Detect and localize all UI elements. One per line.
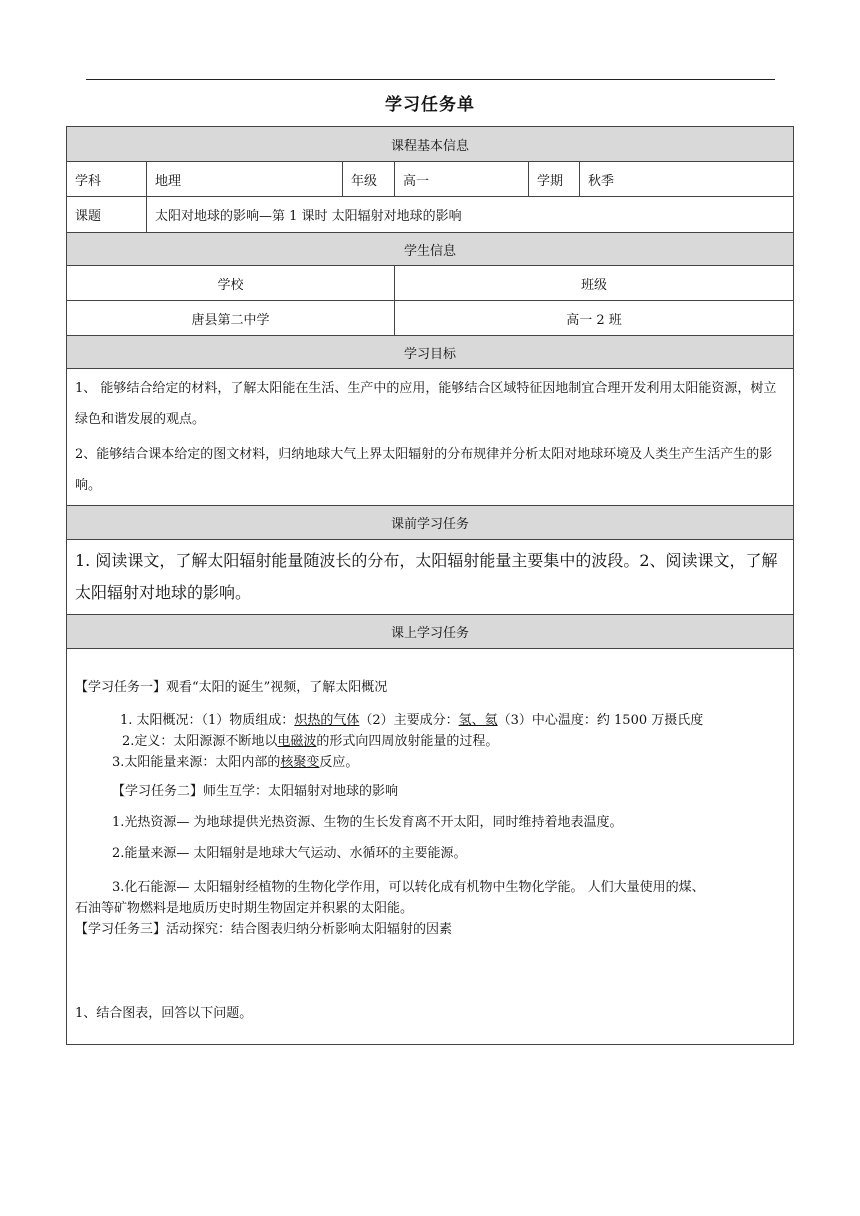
course-info-header: 课程基本信息: [67, 127, 794, 162]
pre-class-text: 1. 阅读课文，了解太阳辐射能量随波长的分布，太阳辐射能量主要集中的波段。2、阅读课文，了解太阳辐射对地球的影响。: [75, 551, 778, 602]
goals-row: [67, 369, 794, 506]
student-info-header: 学生信息: [67, 233, 794, 266]
pre-class-header: 课前学习任务: [67, 506, 794, 540]
task-sheet-table: [66, 126, 794, 1045]
text-span: 3.太阳能量来源：太阳内部的: [112, 755, 281, 770]
course-info-header-row: [67, 127, 794, 162]
school-label: 学校: [67, 266, 395, 301]
in-class-header-row: [67, 615, 794, 649]
class-label: 班级: [395, 266, 794, 301]
pre-class-content: [67, 540, 794, 615]
subject-row: [67, 162, 794, 197]
goal-item: 1、 能够结合给定的材料，了解太阳能在生活、生产中的应用，能够结合区域特征因地制宜合理开发利用太阳能资源，树立绿色和谐发展的观点。: [75, 381, 777, 427]
subject-label: 学科: [67, 162, 147, 197]
student-label-row: [67, 266, 794, 301]
answer-underlined: 炽热的气体: [294, 713, 360, 728]
task2-line-2: 2.能量来源— 太阳辐射是地球大气运动、水循环的主要能源。: [112, 846, 467, 861]
in-class-header: 课上学习任务: [67, 615, 794, 649]
goals-content: [67, 369, 794, 506]
answer-underlined: 核聚变: [280, 755, 320, 770]
term-label: 学期: [529, 162, 580, 197]
text-span: （3）中心温度：约 1500 万摄氏度: [497, 713, 704, 728]
goal-item: 2、能够结合课本给定的图文材料，归纳地球大气上界太阳辐射的分布规律并分析太阳对地球环境及人类生产生活产生的影响。: [75, 447, 773, 493]
school-value: 唐县第二中学: [67, 301, 395, 336]
goals-header-row: [67, 336, 794, 369]
task2-line-3a: 3.化石能源— 太阳辐射经植物的生物化学作用，可以转化成有机物中生物化学能。 人们大量使用的煤、: [112, 880, 705, 895]
text-span: 2.定义：太阳源源不断地以: [122, 734, 278, 749]
in-class-row: [67, 649, 794, 1045]
task2-line-3b: 石油等矿物燃料是地质历史时期生物固定并积累的太阳能。: [75, 901, 414, 916]
text-span: （2）主要成分：: [359, 713, 459, 728]
student-info-header-row: [67, 233, 794, 266]
text-span: 1. 太阳概况：（1）物质组成：: [120, 713, 295, 728]
student-value-row: [67, 301, 794, 336]
task3-question-1: 1、结合图表，回答以下问题。: [75, 1006, 253, 1021]
text-span: 反应。: [319, 755, 359, 770]
answer-underlined: 电磁波: [277, 734, 317, 749]
topic-label: 课题: [67, 197, 147, 233]
class-value: 高一 2 班: [395, 301, 794, 336]
document-title: 学习任务单: [385, 95, 475, 115]
task1-line-3: [75, 752, 785, 773]
task1-line-2: [75, 731, 785, 752]
term-value: 秋季: [580, 162, 794, 197]
task3-heading: 【学习任务三】活动探究：结合图表归纳分析影响太阳辐射的因素: [75, 922, 453, 937]
in-class-content: [67, 649, 794, 1045]
task1-line-1: [75, 710, 785, 731]
task2-heading: 【学习任务二】师生互学：太阳辐射对地球的影响: [112, 784, 399, 799]
task1-heading: 【学习任务一】观看“太阳的诞生”视频，了解太阳概况: [75, 680, 388, 695]
pre-class-header-row: [67, 506, 794, 540]
grade-label: 年级: [343, 162, 395, 197]
text-span: 的形式向四周放射能量的过程。: [316, 734, 499, 749]
header-rule: [86, 79, 775, 80]
topic-value: 太阳对地球的影响—第 1 课时 太阳辐射对地球的影响: [147, 197, 794, 233]
topic-row: [67, 197, 794, 233]
grade-value: 高一: [395, 162, 529, 197]
answer-underlined: 氢、氦: [458, 713, 498, 728]
subject-value: 地理: [147, 162, 343, 197]
pre-class-row: [67, 540, 794, 615]
task2-line-1: 1.光热资源— 为地球提供光热资源、生物的生长发育离不开太阳，同时维持着地表温度。: [112, 815, 623, 830]
goals-header: 学习目标: [67, 336, 794, 369]
